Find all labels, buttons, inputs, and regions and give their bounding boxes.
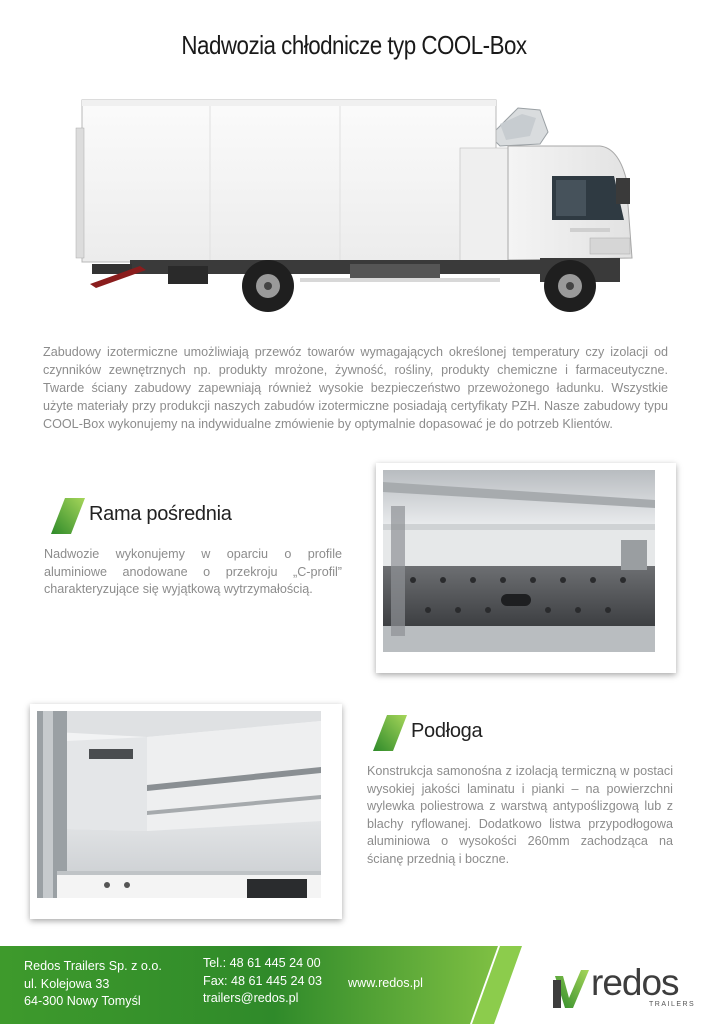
city-address: 64-300 Nowy Tomyśl [24,994,141,1008]
redos-logo [553,962,696,1012]
section-header-rama [45,496,285,536]
section-title: Podłoga [411,720,483,742]
footer-address [24,958,162,1011]
website-link[interactable]: www.redos.pl [348,976,423,990]
street-address: ul. Kolejowa 33 [24,976,110,991]
fax-number: Fax: 48 61 445 24 03 [203,973,323,988]
frame-photo [376,463,676,673]
truck-image [70,88,640,318]
floor-photo-image [37,711,321,898]
page-title: Nadwozia chłodnicze typ COOL-Box [181,30,527,60]
section-text-rama: Nadwozie wykonujemy w oparciu o profile aluminiowe anodowane o przekroju „C-profil” charakteryzujące się wyjątkową wytrzymałością. [44,547,342,596]
logo-subtitle: TRAILERS [649,1001,696,1008]
logo-wordmark: redos [591,962,679,1003]
frame-photo-image [383,470,655,652]
green-parallelogram-icon [45,496,87,536]
email-link[interactable]: trailers@redos.pl [203,991,299,1005]
section-header-podloga [367,713,547,753]
footer-contact [203,955,322,1008]
floor-photo [30,704,342,919]
green-parallelogram-icon [367,713,409,753]
intro-paragraph: Zabudowy izotermiczne umożliwiają przewóz towarów wymagających określonej temperatury czy izolacji od czynników zewnętrznych np. produkty mrożone, żywność, rośliny, produkty chemiczne i farmaceutyczne. Twarde ściany zabudowy zapewniają również wysokie bezpieczeństwo przewożonego ładunku. Wszystkie użyte materiały przy produkcji naszych zabudów izotermiczne posiadają certyfikaty PZH. Nasze zabudowy typu COOL-Box wykonujemy na indywidualne zmówienie by optymalnie dopasować je do potrzeb Klientów. [43,345,668,431]
section-text-podloga: Konstrukcja samonośna z izolacją termiczną w postaci wysokiej jakości laminatu i pianki – na powierzchni wylewka poliestrowa z warstwą antypoślizgową lub z blachy ryflowanej. Dodatkowo listwa przypodłogowa aluminiowa o wysokości 260mm zachodząca na ścianę przednią i boczne. [367,764,673,866]
redos-logo-mark [553,966,591,1010]
section-title: Rama pośrednia [89,503,232,525]
company-name: Redos Trailers Sp. z o.o. [24,959,162,973]
phone-number: Tel.: 48 61 445 24 00 [203,956,321,970]
